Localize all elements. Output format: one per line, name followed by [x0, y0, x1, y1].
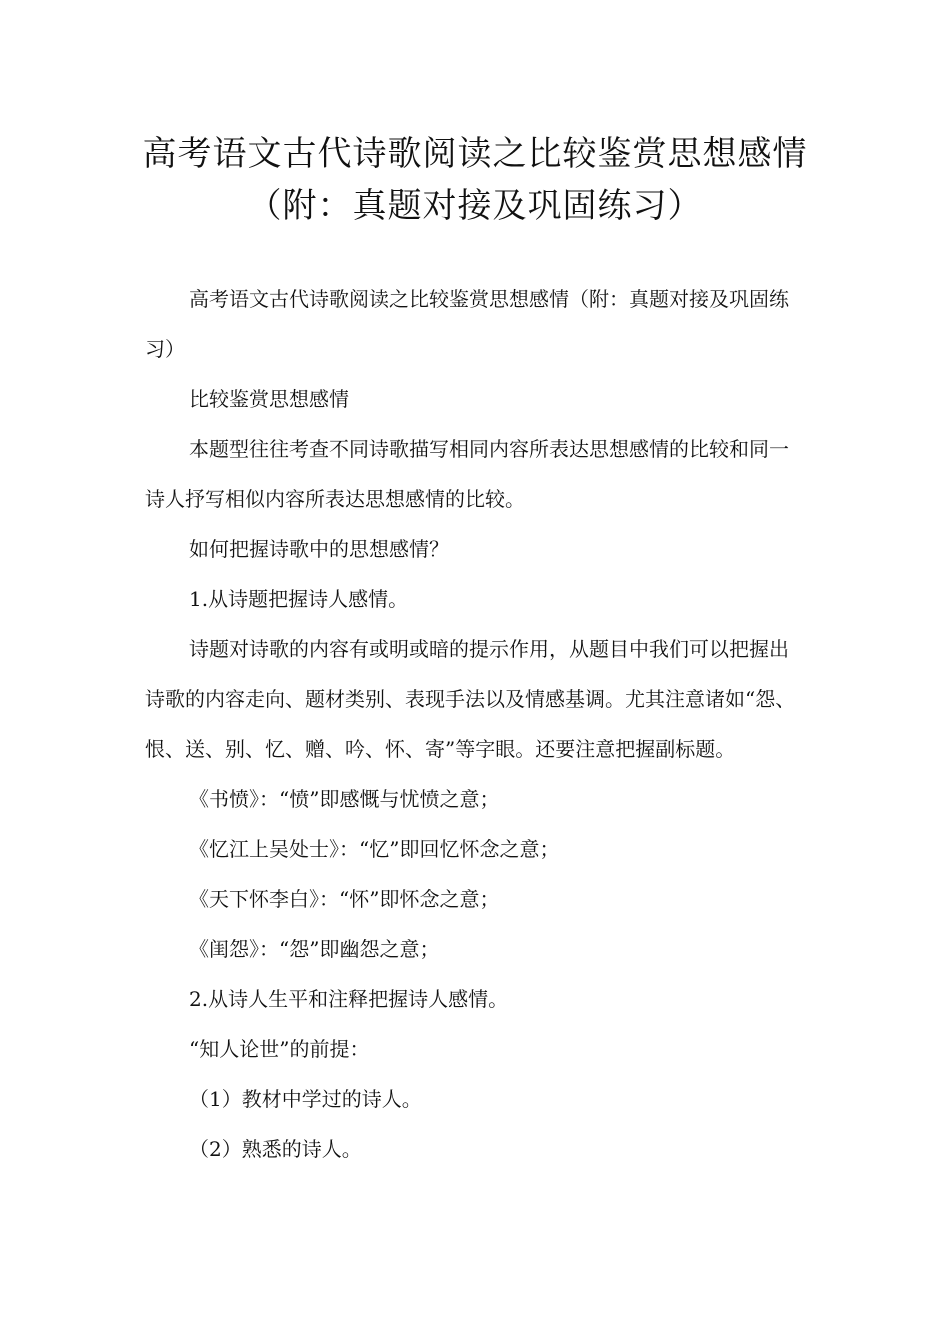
premise-heading: “知人论世”的前提：: [189, 1037, 370, 1061]
example-yijiang: 《忆江上吴处士》：“忆”即回忆怀念之意；: [189, 837, 560, 861]
point-1-explanation: 诗题对诗歌的内容有或明或暗的提示作用，从题目中我们可以把握出诗歌的内容走向、题材类别、表现手法以及情感基调。尤其注意诸如“怨、恨、送、别、忆、赠、吟、怀、寄”等字眼。还要注意把握副标题。: [145, 637, 796, 761]
document-body: [145, 274, 805, 1174]
example-guiyuan: 《闺怨》：“怨”即幽怨之意；: [189, 937, 440, 961]
paragraph-description: 本题型往往考查不同诗歌描写相同内容所表达思想感情的比较和同一诗人抒写相似内容所表达思想感情的比较。: [145, 437, 789, 511]
premise-item-1: （1）教材中学过的诗人。: [189, 1087, 422, 1111]
premise-item-2: （2）熟悉的诗人。: [189, 1137, 362, 1161]
paragraph-intro: 高考语文古代诗歌阅读之比较鉴赏思想感情（附：真题对接及巩固练习）: [145, 287, 789, 361]
question-heading: 如何把握诗歌中的思想感情？: [189, 537, 449, 561]
document-title: 高考语文古代诗歌阅读之比较鉴赏思想感情（附：真题对接及巩固练习）: [142, 134, 808, 226]
example-shufen: 《书愤》：“愤”即感慨与忧愤之意；: [189, 787, 500, 811]
point-2-heading: 2.从诗人生平和注释把握诗人感情。: [189, 987, 509, 1011]
section-heading: 比较鉴赏思想感情: [189, 387, 349, 411]
example-tianxia: 《天下怀李白》：“怀”即怀念之意；: [189, 887, 500, 911]
point-1-heading: 1.从诗题把握诗人感情。: [189, 587, 409, 611]
